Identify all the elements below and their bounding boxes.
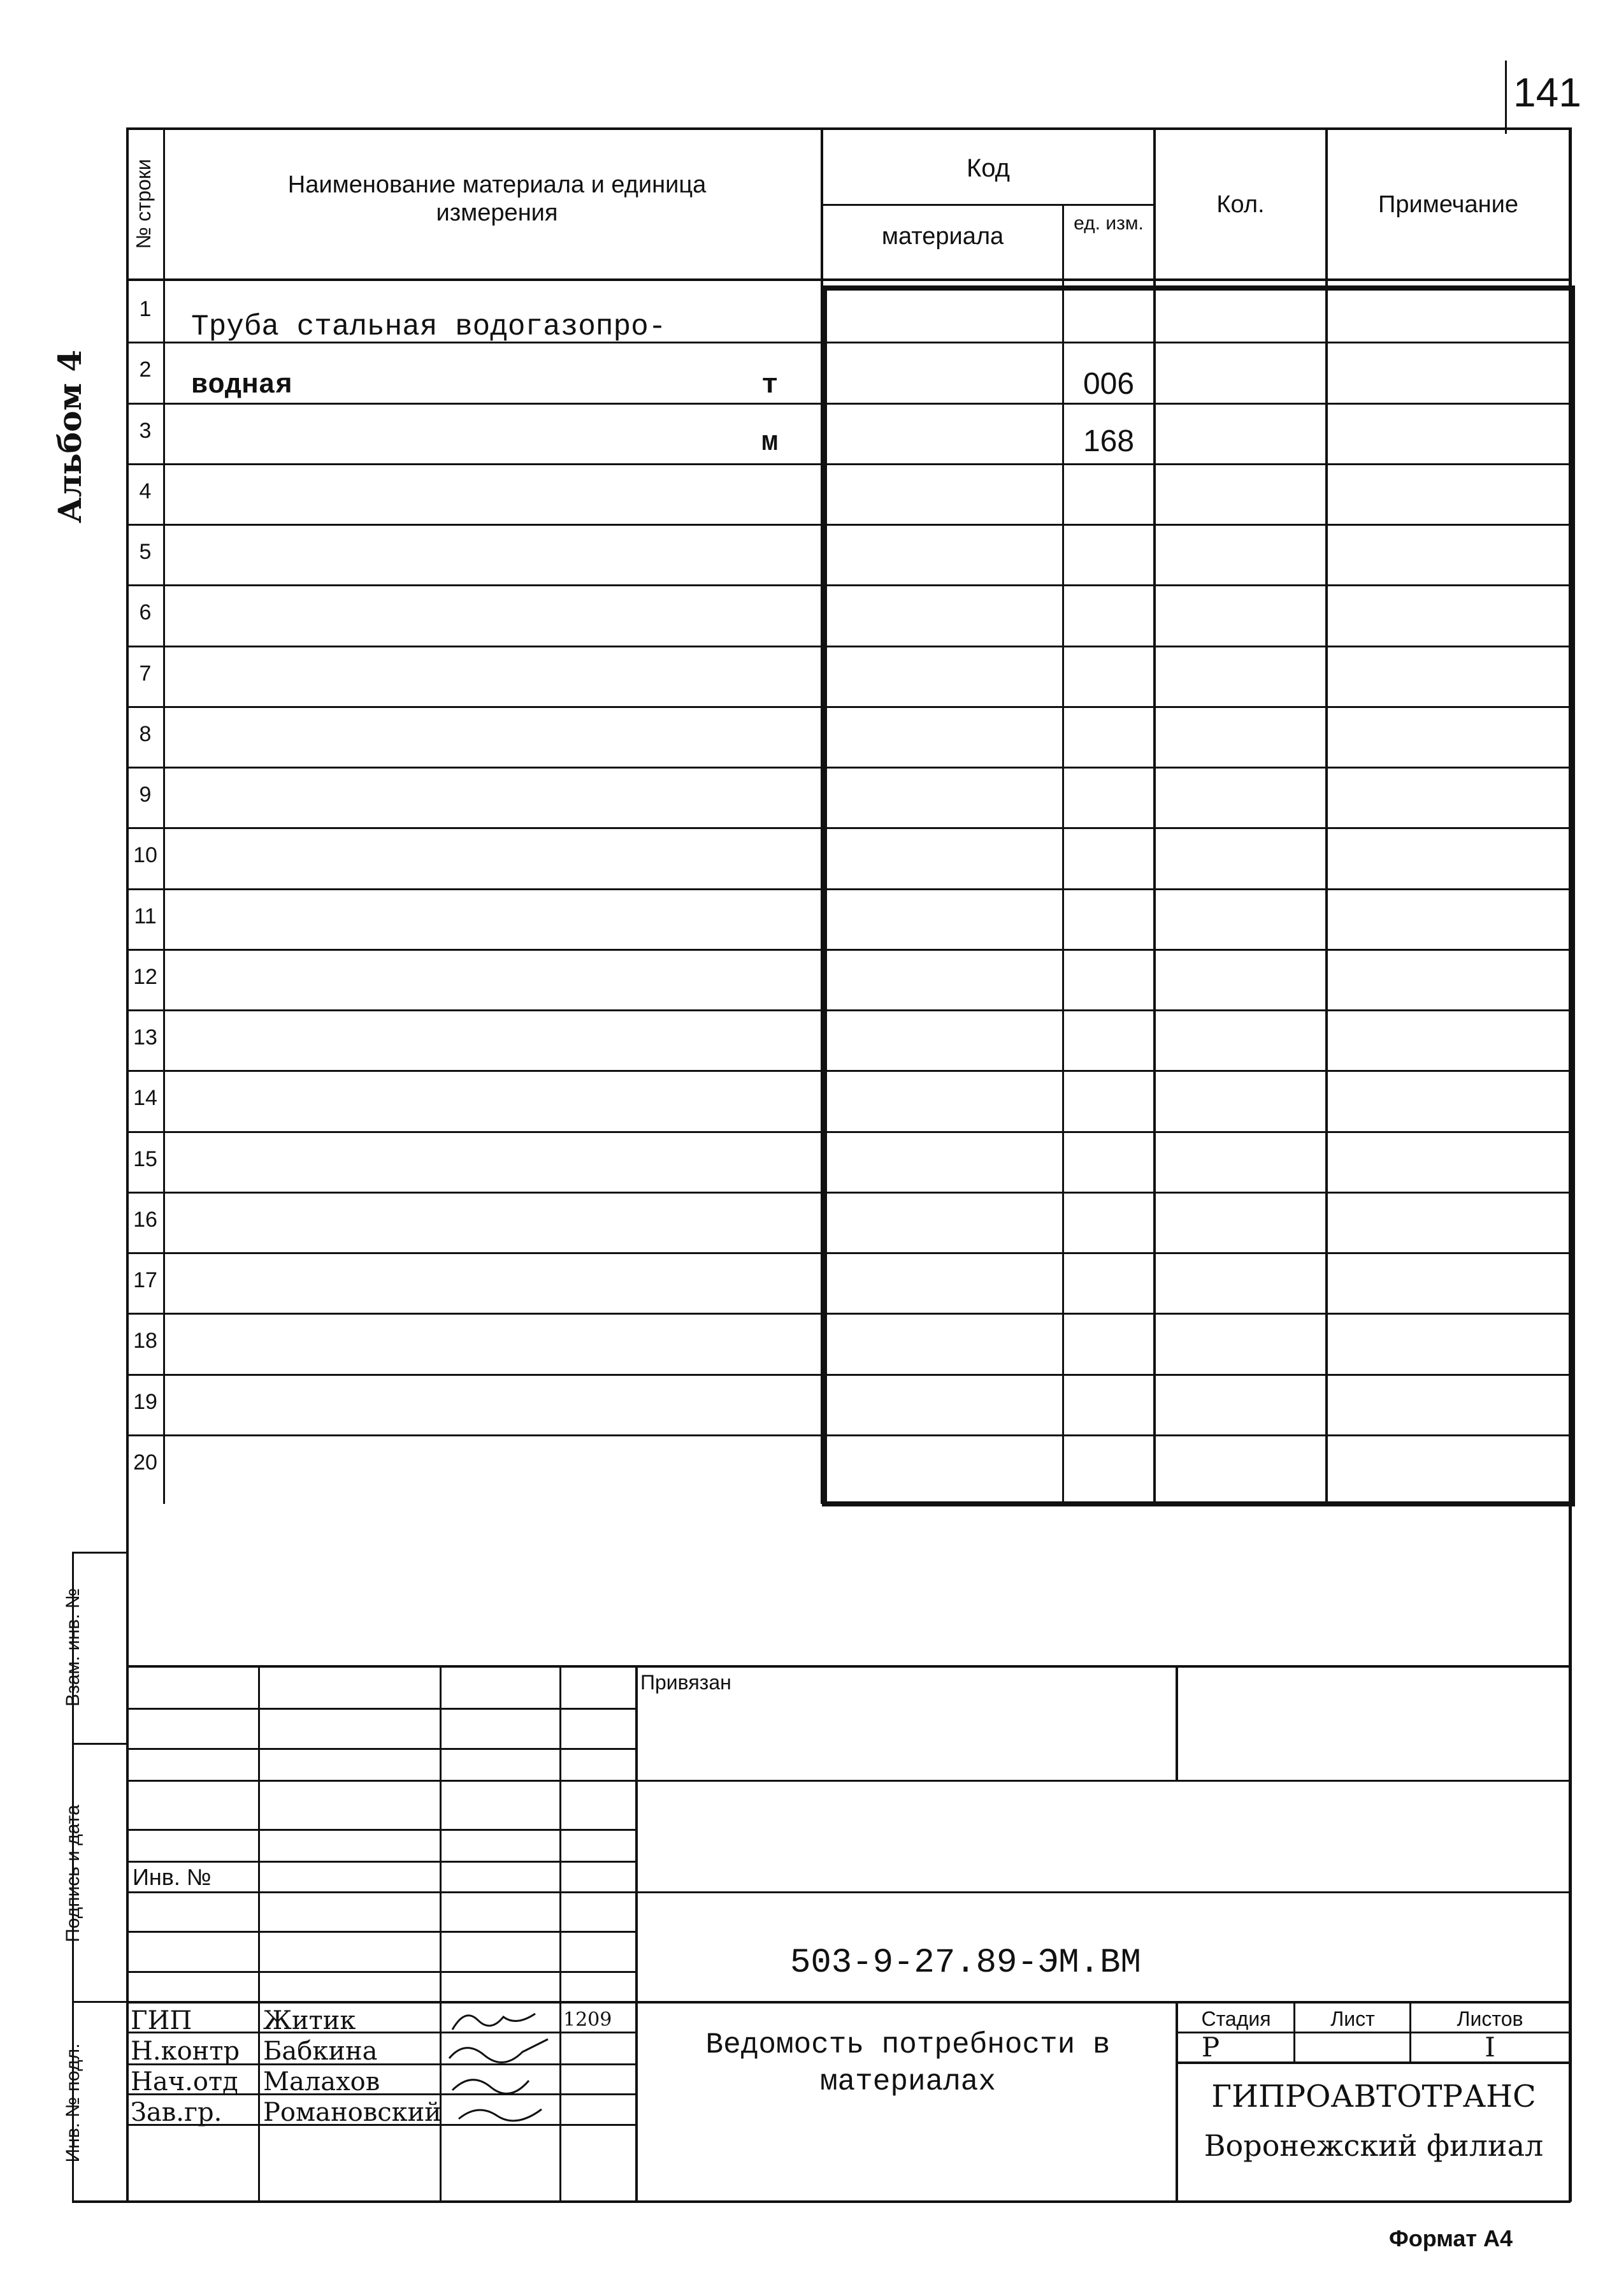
row-number: 18	[133, 1329, 157, 1354]
role-1: Н.контр	[131, 2037, 240, 2066]
row-number: 12	[133, 964, 157, 989]
role-2: Нач.отд	[131, 2067, 238, 2097]
header-code-material: материала	[881, 223, 1004, 250]
row-divider	[126, 1374, 1571, 1376]
row-number: 3	[139, 418, 152, 443]
row-3-unit-code: 168	[1083, 424, 1135, 458]
header-row-no: № строки	[132, 159, 155, 249]
stage-header: Стадия	[1201, 2007, 1271, 2030]
row-number: 19	[133, 1389, 157, 1414]
org-branch: Воронежский филиал	[1204, 2128, 1544, 2163]
code-columns-frame	[822, 285, 1575, 1506]
row-divider	[126, 524, 1571, 526]
row-2-unit-label: т	[761, 370, 779, 401]
header-code: Код	[966, 154, 1010, 182]
row-number: 11	[134, 904, 157, 928]
header-note: Примечание	[1378, 191, 1518, 218]
role-0-name: Житик	[263, 2006, 356, 2035]
row-number: 17	[133, 1268, 157, 1292]
row-divider	[126, 646, 1571, 647]
header-name-col: Наименование материала и единица измерения	[287, 171, 707, 226]
row-2-unit-code: 006	[1083, 367, 1135, 401]
privyazan-label: Привязан	[640, 1671, 731, 1694]
row-divider	[126, 827, 1571, 829]
role-0-date: 1209	[563, 2009, 612, 2031]
sheet-header: Лист	[1330, 2007, 1375, 2030]
page-number: 141	[1513, 69, 1581, 115]
row-number: 14	[133, 1086, 157, 1111]
sheets-header: Листов	[1457, 2007, 1523, 2030]
role-2-name: Малахов	[263, 2067, 380, 2097]
row-number: 2	[139, 357, 152, 382]
row-3-unit-label: м	[761, 427, 779, 459]
role-3-name: Романовский	[263, 2098, 442, 2127]
row-number: 4	[139, 479, 152, 503]
row-number: 15	[133, 1146, 157, 1171]
row-divider	[126, 949, 1571, 951]
stamp-inv-podl: Инв. № подл.	[62, 2043, 83, 2163]
role-0: ГИП	[131, 2006, 192, 2035]
album-label: Альбом 4	[51, 349, 89, 524]
row-divider	[126, 584, 1571, 586]
org-name: ГИПРОАВТОТРАНС	[1211, 2079, 1536, 2114]
row-divider	[126, 463, 1571, 465]
stamp-podpis: Подпись и дата	[62, 1805, 83, 1942]
signatures	[440, 2001, 561, 2128]
row-number: 5	[139, 540, 152, 564]
row-divider	[126, 1313, 1571, 1315]
role-1-name: Бабкина	[263, 2037, 378, 2066]
row-number: 13	[133, 1025, 157, 1050]
row-divider	[126, 1434, 1571, 1436]
row-divider	[126, 1252, 1571, 1254]
row-divider	[126, 1070, 1571, 1072]
row-number: 16	[133, 1207, 157, 1232]
inv-no-label: Инв. №	[133, 1864, 212, 1890]
format-label: Формат А4	[1389, 2225, 1513, 2251]
sheets-value: I	[1485, 2032, 1495, 2063]
row-number: 20	[133, 1450, 157, 1475]
row-1-name: Труба стальная водогазопро-	[191, 310, 666, 343]
row-divider	[126, 706, 1571, 708]
stamp-vzam: Взам. инв. №	[62, 1588, 83, 1707]
row-divider	[126, 1131, 1571, 1133]
row-divider	[126, 1192, 1571, 1194]
row-number: 9	[139, 783, 152, 807]
row-number: 7	[139, 661, 152, 686]
header-qty: Кол.	[1216, 191, 1265, 218]
stage-value: Р	[1201, 2032, 1220, 2063]
row-number: 10	[133, 843, 157, 868]
header-code-unit: ед. изм.	[1074, 213, 1144, 234]
row-number: 8	[139, 721, 152, 746]
role-3: Зав.гр.	[131, 2098, 222, 2127]
row-divider	[126, 403, 1571, 405]
page-number-mark	[1505, 61, 1507, 134]
row-divider	[126, 767, 1571, 769]
doc-title: Ведомость потребности в материалах	[705, 2028, 1111, 2098]
row-number: 1	[139, 297, 152, 321]
row-number: 6	[139, 600, 152, 625]
row-divider	[126, 888, 1571, 890]
doc-code: 503-9-27.89-ЭМ.ВМ	[790, 1944, 1141, 1982]
row-2-name: водная	[191, 370, 292, 401]
row-divider	[126, 1009, 1571, 1011]
